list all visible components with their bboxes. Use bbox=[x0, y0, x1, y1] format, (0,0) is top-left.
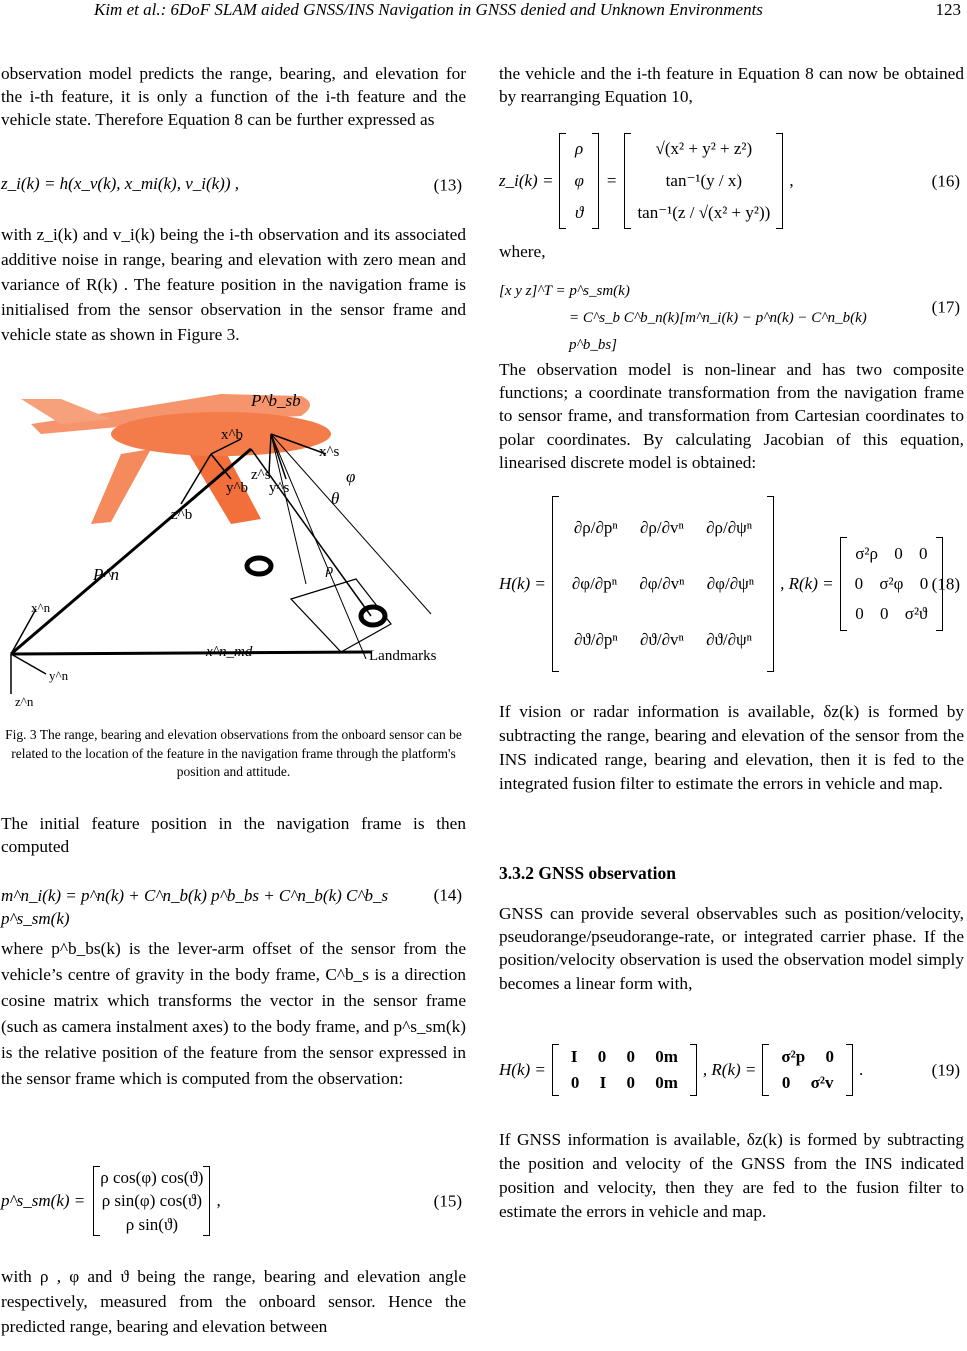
figure-3 bbox=[1, 394, 466, 712]
matrix-cell: ∂φ/∂pⁿ bbox=[571, 574, 618, 593]
equation-16-matrix bbox=[624, 133, 783, 229]
matrix-cell: 0 bbox=[919, 544, 928, 563]
matrix-cell: ∂ϑ/∂pⁿ bbox=[573, 630, 618, 649]
matrix-row bbox=[773, 1070, 842, 1096]
figure-label: x^s bbox=[319, 444, 340, 460]
matrix-cell: 0 bbox=[854, 574, 864, 593]
equation-number: (14) bbox=[433, 885, 462, 905]
figure-label: x^n_md bbox=[206, 644, 253, 660]
equation-number: (17) bbox=[931, 297, 960, 317]
matrix-cell: ∂ϑ/∂ψⁿ bbox=[706, 630, 753, 649]
matrix-row bbox=[773, 1044, 842, 1070]
equation-17 bbox=[499, 278, 964, 353]
aircraft-geometry-diagram bbox=[1, 394, 466, 712]
equation-14 bbox=[1, 870, 466, 929]
equation-15-matrix bbox=[93, 1166, 210, 1236]
equation-16-vector bbox=[559, 133, 598, 229]
paragraph: The observation model is non-linear and has two composite functions; a coordinate transformation from the navigation frame to sensor frame, and transformation from Cartesian coordinates to polar coordinates. By calculating Jacobian of this equation, linearised discrete model is obtained: bbox=[499, 360, 964, 472]
equation-number: (15) bbox=[433, 1191, 462, 1211]
matrix-cell: ∂ϑ/∂vⁿ bbox=[640, 630, 684, 649]
matrix-row bbox=[563, 1044, 686, 1070]
matrix-row bbox=[849, 569, 935, 599]
equation-18 bbox=[499, 498, 964, 670]
matrix-cell: 0 bbox=[781, 1073, 791, 1092]
covariance-matrix bbox=[840, 537, 944, 631]
where-text: where, bbox=[499, 242, 546, 261]
equation-13 bbox=[1, 162, 466, 208]
matrix-cell: ∂φ/∂vⁿ bbox=[639, 574, 685, 593]
equation-17-line: [x y z]^T = p^s_sm(k) bbox=[499, 283, 630, 299]
matrix-cell: 0 bbox=[894, 544, 903, 563]
running-title: Kim et al.: 6DoF SLAM aided GNSS/INS Navigation in GNSS denied and Unknown Environments bbox=[94, 0, 763, 19]
matrix-cell: 0 bbox=[855, 604, 864, 623]
figure-label: x^b bbox=[221, 427, 244, 443]
matrix-row bbox=[563, 556, 763, 612]
matrix-row: ρ bbox=[575, 139, 584, 158]
matrix-cell: 0 bbox=[626, 1047, 635, 1066]
right-column bbox=[499, 62, 964, 1248]
matrix-row bbox=[563, 612, 763, 668]
matrix-cell: 0m bbox=[655, 1073, 678, 1092]
running-header bbox=[0, 0, 967, 26]
equation-17-line: = C^s_b C^b_n(k)[m^n_i(k) − p^n(k) − C^n_b(k) p^b_bs] bbox=[569, 310, 867, 353]
figure-label: x^n bbox=[31, 600, 51, 615]
matrix-row: tan⁻¹(y / x) bbox=[665, 171, 743, 190]
equation-19-H: H(k) = bbox=[499, 1060, 546, 1080]
equation-15: p^s_sm(k) = ρ cos(φ) cos(ϑ) ρ sin(φ) cos(ϑ) ρ sin(ϑ) , (15) bbox=[1, 1154, 466, 1248]
matrix-cell: 0 bbox=[570, 1073, 580, 1092]
matrix-row bbox=[849, 599, 935, 629]
paragraph: The initial feature position in the navigation frame is then computed bbox=[1, 814, 466, 857]
equation-number: (18) bbox=[931, 574, 960, 594]
matrix-cell: I bbox=[599, 1073, 607, 1092]
page-number: 123 bbox=[935, 0, 961, 19]
matrix-row: ρ cos(φ) cos(ϑ) bbox=[100, 1168, 204, 1188]
figure-label: P^n bbox=[93, 565, 120, 584]
matrix-cell: 0m bbox=[655, 1047, 678, 1066]
figure-label: z^s bbox=[251, 467, 271, 483]
figure-label: y^n bbox=[49, 668, 69, 683]
paragraph: If GNSS information is available, δz(k) is formed by subtracting the position and velocity of the GNSS from the INS indicated position and velocity, then they are fed to the fusion filter to estimate the errors in vehicle and map. bbox=[499, 1130, 964, 1221]
matrix-cell: ∂ρ/∂pⁿ bbox=[573, 518, 618, 537]
paragraph: If vision or radar information is available, δz(k) is formed by subtracting the range, bearing and elevation of the sensor from the INS indicated range, bearing and elevation, then it is fed to the integrated fusion filter to estimate the errors in vehicle and map. bbox=[499, 702, 964, 793]
gnss-covariance-matrix bbox=[762, 1044, 853, 1096]
paragraph: observation model predicts the range, bearing, and elevation for the i-th feature, it is only a function of the i-th feature and the vehicle state. Therefore Equation 8 can be further expressed as bbox=[1, 64, 466, 130]
matrix-row bbox=[849, 539, 935, 569]
equation-19: H(k) = I 0 0 0m 0 I 0 0m , R(k) = σ²p 0 0 σ²v . (19) bbox=[499, 1038, 964, 1102]
matrix-cell: ∂ρ/∂ψⁿ bbox=[706, 518, 753, 537]
equation-18-H: H(k) = bbox=[499, 574, 546, 594]
equation-15-lhs: p^s_sm(k) = bbox=[1, 1191, 86, 1211]
paragraph: where p^b_bs(k) is the lever-arm offset of the sensor from the vehicle’s centre of gravity in the body frame, C^b_s is a direction cosine matrix which transforms the vector in the sensor frame (such as camera instalment axes) to the body frame, and p^s_sm(k) is the relative position of the feature from the sensor expressed in the sensor frame which is computed from the observation: bbox=[1, 939, 466, 1088]
matrix-cell: ∂ρ/∂vⁿ bbox=[639, 518, 684, 537]
equation-13-text: z_i(k) = h(x_v(k), x_mi(k), v_i(k)) , bbox=[1, 174, 240, 193]
matrix-row: tan⁻¹(z / √(x² + y²)) bbox=[637, 203, 771, 222]
equation-14-text: m^n_i(k) = p^n(k) + C^n_b(k) p^b_bs + C^n_b(k) C^b_s p^s_sm(k) bbox=[1, 886, 389, 929]
matrix-row bbox=[563, 500, 763, 556]
paragraph: the vehicle and the i-th feature in Equation 8 can now be obtained by rearranging Equation 10, bbox=[499, 64, 964, 107]
paragraph: with ρ , φ and ϑ being the range, bearing and elevation angle respectively, measured from the onboard sensor. Hence the predicted range, bearing and elevation between bbox=[1, 1267, 466, 1336]
matrix-cell: ∂φ/∂ψⁿ bbox=[706, 574, 755, 593]
matrix-cell: 0 bbox=[919, 574, 929, 593]
matrix-row: ρ sin(ϑ) bbox=[125, 1214, 179, 1234]
matrix-cell: σ²v bbox=[810, 1073, 834, 1092]
equation-19-R: , R(k) = bbox=[702, 1060, 757, 1080]
equation-16-lhs: z_i(k) = bbox=[499, 171, 554, 191]
figure-label: Landmarks bbox=[369, 648, 437, 664]
figure-label: ρ bbox=[326, 562, 334, 578]
matrix-cell: 0 bbox=[825, 1047, 834, 1066]
paragraph: with z_i(k) and v_i(k) being the i-th observation and its associated additive noise in range, bearing and elevation with zero mean and variance of R(k) . The feature position in the navigation frame is initialised from the sensor observation in the sensor frame and vehicle state as shown in Figure 3. bbox=[1, 225, 466, 344]
matrix-row bbox=[563, 1070, 686, 1096]
matrix-cell: σ²φ bbox=[879, 574, 904, 593]
figure-label: y^b bbox=[226, 480, 249, 496]
paragraph: GNSS can provide several observables such as position/velocity, pseudorange/pseudorange-rate, or integrated carrier phase. If the position/velocity observation is used the observation model simply becomes a linear form with, bbox=[499, 904, 964, 993]
equation-16: z_i(k) = ρ φ ϑ = √(x² + y² + z²) tan⁻¹(y / x) tan⁻¹(z / √(x² + y²)) , (16) bbox=[499, 130, 964, 232]
matrix-row: ρ sin(φ) cos(ϑ) bbox=[101, 1191, 203, 1211]
matrix-row: φ bbox=[574, 171, 584, 190]
matrix-cell: σ²p bbox=[781, 1047, 806, 1066]
equation-number: (16) bbox=[931, 171, 960, 191]
section-heading: 3.3.2 GNSS observation bbox=[499, 863, 676, 883]
matrix-cell: 0 bbox=[880, 604, 889, 623]
figure-label: θ bbox=[331, 489, 340, 508]
equation-number: (19) bbox=[931, 1060, 960, 1080]
left-column bbox=[1, 62, 466, 1340]
figure-label: z^n bbox=[15, 694, 34, 709]
matrix-cell: 0 bbox=[626, 1073, 635, 1092]
equation-number: (13) bbox=[433, 175, 462, 195]
matrix-cell: I bbox=[570, 1047, 578, 1066]
jacobian-matrix bbox=[552, 496, 774, 672]
figure-label: P^b_sb bbox=[251, 394, 301, 410]
matrix-cell: 0 bbox=[597, 1047, 607, 1066]
figure-label: y^s bbox=[269, 480, 290, 496]
figure-caption: Fig. 3 The range, bearing and elevation observations from the onboard sensor can be related to the location of the feature in the navigation frame through the platform's position and attitude. bbox=[5, 727, 462, 780]
figure-label: z^b bbox=[171, 507, 193, 523]
equation-18-R: , R(k) = bbox=[780, 574, 834, 594]
matrix-row: √(x² + y² + z²) bbox=[655, 139, 753, 158]
matrix-row: ϑ bbox=[574, 203, 584, 222]
figure-label: φ bbox=[346, 467, 356, 486]
observation-matrix bbox=[552, 1044, 697, 1096]
matrix-cell: σ²ρ bbox=[855, 544, 879, 563]
matrix-cell: σ²ϑ bbox=[904, 604, 928, 623]
